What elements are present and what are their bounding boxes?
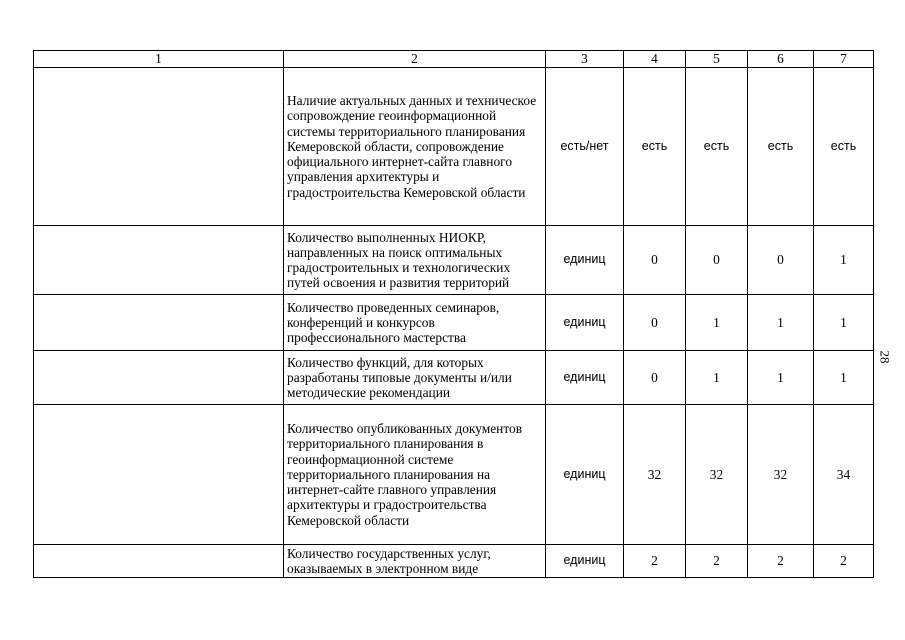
table-row (34, 295, 874, 351)
header-cell-6: 6 (748, 51, 814, 68)
table-header-row (34, 51, 874, 68)
indicator-cell: Количество функций, для которых разработаны типовые документы и/или методические рекомендации (284, 351, 546, 405)
header-cell-1: 1 (34, 51, 284, 68)
value-cell-5: 32 (686, 405, 748, 545)
row-col1-cell (34, 68, 284, 226)
value-cell-7: есть (814, 68, 874, 226)
value-cell-6: 1 (748, 295, 814, 351)
table-row (34, 545, 874, 578)
header-cell-2: 2 (284, 51, 546, 68)
value-cell-4: 0 (624, 351, 686, 405)
header-cell-5: 5 (686, 51, 748, 68)
value-cell-4: 2 (624, 545, 686, 578)
value-cell-7: 1 (814, 226, 874, 295)
row-col1-cell (34, 405, 284, 545)
value-cell-5: 1 (686, 295, 748, 351)
header-cell-7: 7 (814, 51, 874, 68)
header-cell-3: 3 (546, 51, 624, 68)
row-col1-cell (34, 226, 284, 295)
value-cell-6: 32 (748, 405, 814, 545)
value-cell-6: есть (748, 68, 814, 226)
value-cell-7: 34 (814, 405, 874, 545)
indicator-cell: Количество проведенных семинаров, конференций и конкурсов профессионального мастерства (284, 295, 546, 351)
value-cell-4: 0 (624, 226, 686, 295)
value-cell-7: 2 (814, 545, 874, 578)
value-cell-4: 0 (624, 295, 686, 351)
value-cell-5: 2 (686, 545, 748, 578)
unit-cell: есть/нет (546, 68, 624, 226)
row-col1-cell (34, 351, 284, 405)
unit-cell: единиц (546, 545, 624, 578)
table-row (34, 68, 874, 226)
value-cell-6: 0 (748, 226, 814, 295)
unit-cell: единиц (546, 295, 624, 351)
value-cell-7: 1 (814, 351, 874, 405)
indicator-cell: Количество выполненных НИОКР, направленных на поиск оптимальных градостроительных и технологических путей освоения и развития территорий (284, 226, 546, 295)
value-cell-6: 2 (748, 545, 814, 578)
header-cell-4: 4 (624, 51, 686, 68)
value-cell-5: 0 (686, 226, 748, 295)
unit-cell: единиц (546, 226, 624, 295)
indicator-cell: Наличие актуальных данных и техническое сопровождение геоинформационной системы территориального планирования Кемеровской области, сопровождение официального интернет-сайта главного управления архитектуры и градостроительства Кемеровской области (284, 68, 546, 226)
value-cell-6: 1 (748, 351, 814, 405)
value-cell-7: 1 (814, 295, 874, 351)
indicator-cell: Количество опубликованных документов территориального планирования в геоинформационной системе территориального планирования на интернет-сайте главного управления архитектуры и градостроительства Кемеровской области (284, 405, 546, 545)
row-col1-cell (34, 545, 284, 578)
table-row (34, 405, 874, 545)
unit-cell: единиц (546, 351, 624, 405)
value-cell-5: 1 (686, 351, 748, 405)
page-number: 28 (877, 350, 893, 364)
unit-cell: единиц (546, 405, 624, 545)
table-row (34, 226, 874, 295)
row-col1-cell (34, 295, 284, 351)
indicator-cell: Количество государственных услуг, оказываемых в электронном виде (284, 545, 546, 578)
value-cell-5: есть (686, 68, 748, 226)
value-cell-4: 32 (624, 405, 686, 545)
table-row (34, 351, 874, 405)
value-cell-4: есть (624, 68, 686, 226)
indicators-table (33, 50, 874, 578)
